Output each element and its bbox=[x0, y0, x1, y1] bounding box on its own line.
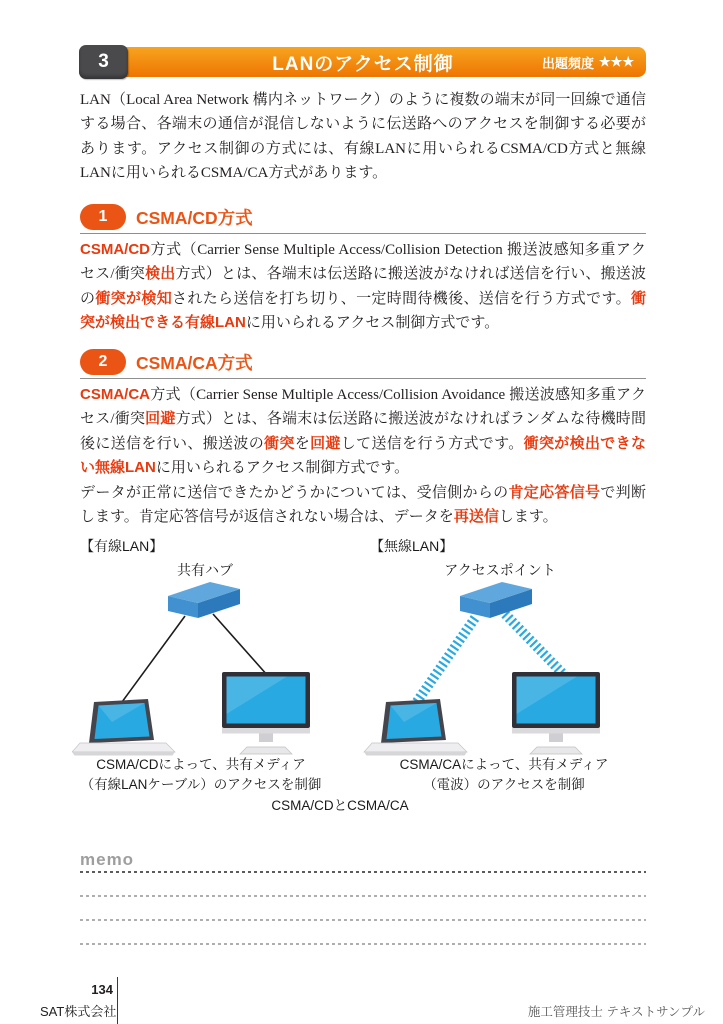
publisher-name: SAT株式会社 bbox=[40, 1004, 117, 1019]
section-2-paragraph-1: CSMA/CA方式（Carrier Sense Multiple Access/Collision Avoidance 搬送波感知多重アクセス/衝突回避方式）とは、各端末は伝送路に搬送波がなければランダムな待機時間後に送信を行い、搬送波の衝突を回避して送信を行う方式です。衝突が検出できない無線LANに用いられるアクセス制御方式です。 bbox=[80, 386, 646, 477]
section-1-paragraph: CSMA/CD方式（Carrier Sense Multiple Access/Collision Detection 搬送波感知多重アクセス/衝突検出方式）とは、各端末は伝送路に搬送波がなければ送信を行い、搬送波の衝突が検知されたら送信を打ち切り、一定時間待機後、送信を行う方式です。衝突が検出できる有線LANに用いられるアクセス制御方式です。 bbox=[80, 241, 646, 332]
memo-line bbox=[80, 871, 646, 873]
wired-caption-line2: （有線LANケーブル）のアクセスを制御 bbox=[80, 777, 322, 792]
section-1-title: CSMA/CD方式 bbox=[136, 207, 253, 228]
radio-wave-beam-left bbox=[416, 618, 475, 703]
section-2-title: CSMA/CA方式 bbox=[136, 352, 253, 373]
intro-paragraph: LAN（Local Area Network 構内ネットワーク）のように複数の端末が同一回線で通信する場合、各端末の通信が混信しないように伝送路へのアクセスを制御する必要があります。アクセス制御の方式には、有線LANに用いられるCSMA/CD方式と無線LANに用いられるCSMA/CA方式があります。 bbox=[80, 92, 646, 182]
section-1-heading bbox=[80, 204, 253, 230]
wired-lan-label: 【有線LAN】 bbox=[80, 538, 164, 554]
section-1-body bbox=[80, 238, 646, 336]
memo-label: memo bbox=[80, 850, 135, 869]
edition-note: 施工管理技士 テキストサンプル bbox=[527, 1005, 705, 1019]
wired-laptop-icon bbox=[72, 699, 175, 756]
wired-desktop-icon bbox=[222, 672, 310, 754]
frequency-indicator bbox=[542, 47, 634, 77]
wireless-laptop-icon bbox=[364, 699, 467, 756]
section-2-number-pill: 2 bbox=[80, 349, 126, 375]
lan-cable-left bbox=[122, 616, 185, 702]
wireless-desktop-icon bbox=[512, 672, 600, 754]
chapter-header-bar bbox=[80, 47, 646, 77]
memo-line bbox=[80, 895, 646, 897]
wireless-caption-line2: （電波）のアクセスを制御 bbox=[423, 777, 585, 792]
access-point-label: アクセスポイント bbox=[444, 562, 556, 578]
radio-wave-beam-right bbox=[505, 614, 567, 678]
section-2-paragraph-2: データが正常に送信できたかどうかについては、受信側からの肯定応答信号で判断します。肯定応答信号が返信されない場合は、データを再送信します。 bbox=[80, 483, 646, 526]
section-1-underline bbox=[80, 233, 646, 234]
page-number: 134 bbox=[91, 982, 113, 997]
wireless-lan-diagram bbox=[364, 582, 600, 756]
section-2-body bbox=[80, 383, 646, 529]
page-title: LANのアクセス制御 bbox=[272, 53, 454, 75]
memo-line bbox=[80, 943, 646, 945]
lan-cable-right bbox=[213, 614, 268, 676]
chapter-number-badge: 3 bbox=[79, 45, 128, 79]
wireless-lan-label: 【無線LAN】 bbox=[370, 538, 454, 554]
section-2-heading bbox=[80, 349, 253, 375]
shared-hub-label: 共有ハブ bbox=[177, 562, 233, 578]
wireless-caption bbox=[366, 755, 642, 795]
access-point-icon bbox=[460, 582, 532, 618]
frequency-stars: ★★★ bbox=[599, 54, 634, 69]
memo-line bbox=[80, 919, 646, 921]
wired-caption bbox=[66, 755, 336, 795]
wireless-caption-line1: CSMA/CAによって、共有メディア bbox=[399, 757, 609, 772]
section-1-number-pill: 1 bbox=[80, 204, 126, 230]
frequency-label: 出題頻度 bbox=[542, 55, 595, 71]
wired-caption-line1: CSMA/CDによって、共有メディア bbox=[96, 757, 306, 772]
section-2-underline bbox=[80, 378, 646, 379]
footer-divider bbox=[117, 977, 118, 1024]
wired-lan-diagram bbox=[72, 582, 310, 756]
shared-hub-icon bbox=[168, 582, 240, 618]
figure-title: CSMA/CDとCSMA/CA bbox=[271, 798, 409, 813]
